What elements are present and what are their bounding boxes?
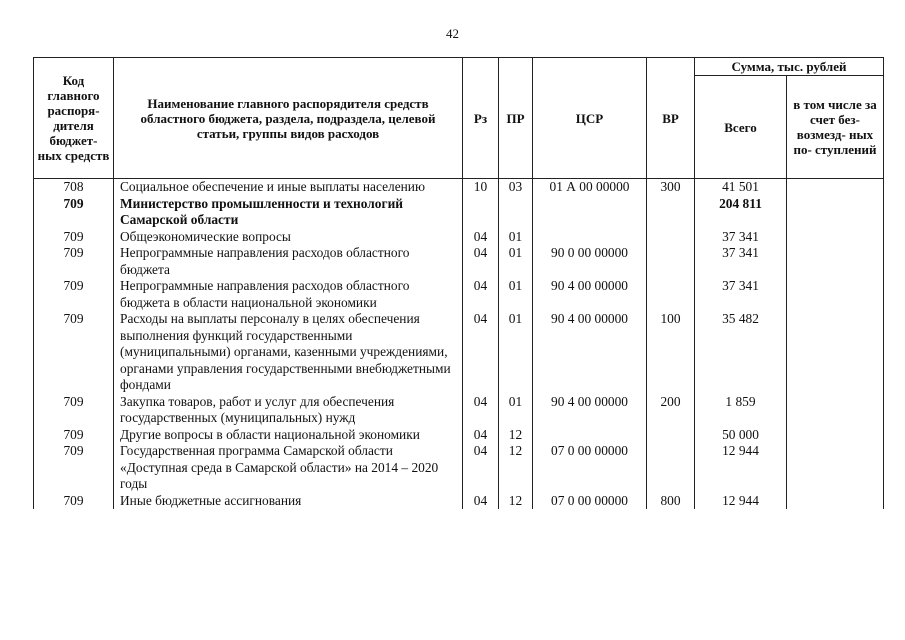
code-cell: 709 bbox=[34, 427, 114, 444]
vr-cell bbox=[647, 427, 695, 444]
total-cell: 41 501 bbox=[695, 179, 787, 196]
csr-cell: 90 4 00 00000 bbox=[533, 311, 647, 394]
header-free: в том числе за счет без- возмезд- ных по- ступлений bbox=[787, 76, 884, 179]
vr-cell bbox=[647, 245, 695, 278]
header-total: Всего bbox=[695, 76, 787, 179]
pr-cell: 01 bbox=[499, 278, 533, 311]
header-sum: Сумма, тыс. рублей bbox=[695, 58, 884, 76]
vr-cell bbox=[647, 443, 695, 493]
pr-cell: 03 bbox=[499, 179, 533, 196]
total-cell: 204 811 bbox=[695, 196, 787, 229]
name-cell: Социальное обеспечение и иные выплаты населению bbox=[114, 179, 463, 196]
rz-cell: 04 bbox=[463, 245, 499, 278]
vr-cell bbox=[647, 229, 695, 246]
table-row bbox=[34, 229, 884, 246]
table-row bbox=[34, 443, 884, 493]
code-cell: 708 bbox=[34, 179, 114, 196]
free-cell bbox=[787, 196, 884, 229]
name-cell: Расходы на выплаты персоналу в целях обеспечения выполнения функций государственными (муниципальными) органами, казенными учреждениями, органами управления государственными внебюджетными фондами bbox=[114, 311, 463, 394]
name-cell: Другие вопросы в области национальной экономики bbox=[114, 427, 463, 444]
code-cell: 709 bbox=[34, 245, 114, 278]
free-cell bbox=[787, 427, 884, 444]
csr-cell bbox=[533, 427, 647, 444]
free-cell bbox=[787, 229, 884, 246]
csr-cell: 90 4 00 00000 bbox=[533, 394, 647, 427]
csr-cell: 07 0 00 00000 bbox=[533, 443, 647, 493]
header-rz: Рз bbox=[463, 58, 499, 179]
table-row bbox=[34, 196, 884, 229]
pr-cell bbox=[499, 196, 533, 229]
table-row bbox=[34, 179, 884, 196]
total-cell: 37 341 bbox=[695, 278, 787, 311]
name-cell: Государственная программа Самарской области «Доступная среда в Самарской области» на 2014 – 2020 годы bbox=[114, 443, 463, 493]
name-cell: Общеэкономические вопросы bbox=[114, 229, 463, 246]
csr-cell bbox=[533, 196, 647, 229]
budget-table-container bbox=[33, 57, 883, 509]
code-cell: 709 bbox=[34, 278, 114, 311]
table-row bbox=[34, 427, 884, 444]
free-cell bbox=[787, 179, 884, 196]
vr-cell: 800 bbox=[647, 493, 695, 510]
table-row bbox=[34, 493, 884, 510]
free-cell bbox=[787, 394, 884, 427]
code-cell: 709 bbox=[34, 196, 114, 229]
table-row bbox=[34, 311, 884, 394]
rz-cell: 04 bbox=[463, 278, 499, 311]
code-cell: 709 bbox=[34, 394, 114, 427]
free-cell bbox=[787, 443, 884, 493]
name-cell: Непрограммные направления расходов областного бюджета в области национальной экономики bbox=[114, 278, 463, 311]
vr-cell: 200 bbox=[647, 394, 695, 427]
code-cell: 709 bbox=[34, 493, 114, 510]
total-cell: 50 000 bbox=[695, 427, 787, 444]
pr-cell: 01 bbox=[499, 394, 533, 427]
name-cell: Закупка товаров, работ и услуг для обеспечения государственных (муниципальных) нужд bbox=[114, 394, 463, 427]
name-cell: Министерство промышленности и технологий Самарской области bbox=[114, 196, 463, 229]
header-csr: ЦСР bbox=[533, 58, 647, 179]
vr-cell bbox=[647, 278, 695, 311]
free-cell bbox=[787, 278, 884, 311]
total-cell: 37 341 bbox=[695, 245, 787, 278]
pr-cell: 12 bbox=[499, 427, 533, 444]
total-cell: 12 944 bbox=[695, 443, 787, 493]
rz-cell: 04 bbox=[463, 427, 499, 444]
pr-cell: 12 bbox=[499, 493, 533, 510]
pr-cell: 01 bbox=[499, 229, 533, 246]
code-cell: 709 bbox=[34, 443, 114, 493]
rz-cell: 10 bbox=[463, 179, 499, 196]
csr-cell: 07 0 00 00000 bbox=[533, 493, 647, 510]
vr-cell: 300 bbox=[647, 179, 695, 196]
table-header bbox=[34, 58, 884, 179]
total-cell: 12 944 bbox=[695, 493, 787, 510]
code-cell: 709 bbox=[34, 229, 114, 246]
vr-cell bbox=[647, 196, 695, 229]
csr-cell bbox=[533, 229, 647, 246]
rz-cell bbox=[463, 196, 499, 229]
total-cell: 37 341 bbox=[695, 229, 787, 246]
csr-cell: 90 0 00 00000 bbox=[533, 245, 647, 278]
rz-cell: 04 bbox=[463, 311, 499, 394]
vr-cell: 100 bbox=[647, 311, 695, 394]
csr-cell: 01 А 00 00000 bbox=[533, 179, 647, 196]
budget-table bbox=[33, 57, 884, 509]
pr-cell: 12 bbox=[499, 443, 533, 493]
name-cell: Иные бюджетные ассигнования bbox=[114, 493, 463, 510]
rz-cell: 04 bbox=[463, 229, 499, 246]
rz-cell: 04 bbox=[463, 443, 499, 493]
rz-cell: 04 bbox=[463, 493, 499, 510]
pr-cell: 01 bbox=[499, 311, 533, 394]
header-name: Наименование главного распорядителя средств областного бюджета, раздела, подраздела, целевой статьи, группы видов расходов bbox=[114, 58, 463, 179]
csr-cell: 90 4 00 00000 bbox=[533, 278, 647, 311]
table-row bbox=[34, 245, 884, 278]
rz-cell: 04 bbox=[463, 394, 499, 427]
free-cell bbox=[787, 493, 884, 510]
code-cell: 709 bbox=[34, 311, 114, 394]
total-cell: 35 482 bbox=[695, 311, 787, 394]
free-cell bbox=[787, 245, 884, 278]
name-cell: Непрограммные направления расходов областного бюджета bbox=[114, 245, 463, 278]
total-cell: 1 859 bbox=[695, 394, 787, 427]
table-body bbox=[34, 179, 884, 510]
pr-cell: 01 bbox=[499, 245, 533, 278]
table-row bbox=[34, 278, 884, 311]
page-number: 42 bbox=[446, 26, 459, 41]
table-row bbox=[34, 394, 884, 427]
free-cell bbox=[787, 311, 884, 394]
header-vr: ВР bbox=[647, 58, 695, 179]
header-pr: ПР bbox=[499, 58, 533, 179]
header-code: Код главного распоря- дителя бюджет- ных средств bbox=[34, 58, 114, 179]
